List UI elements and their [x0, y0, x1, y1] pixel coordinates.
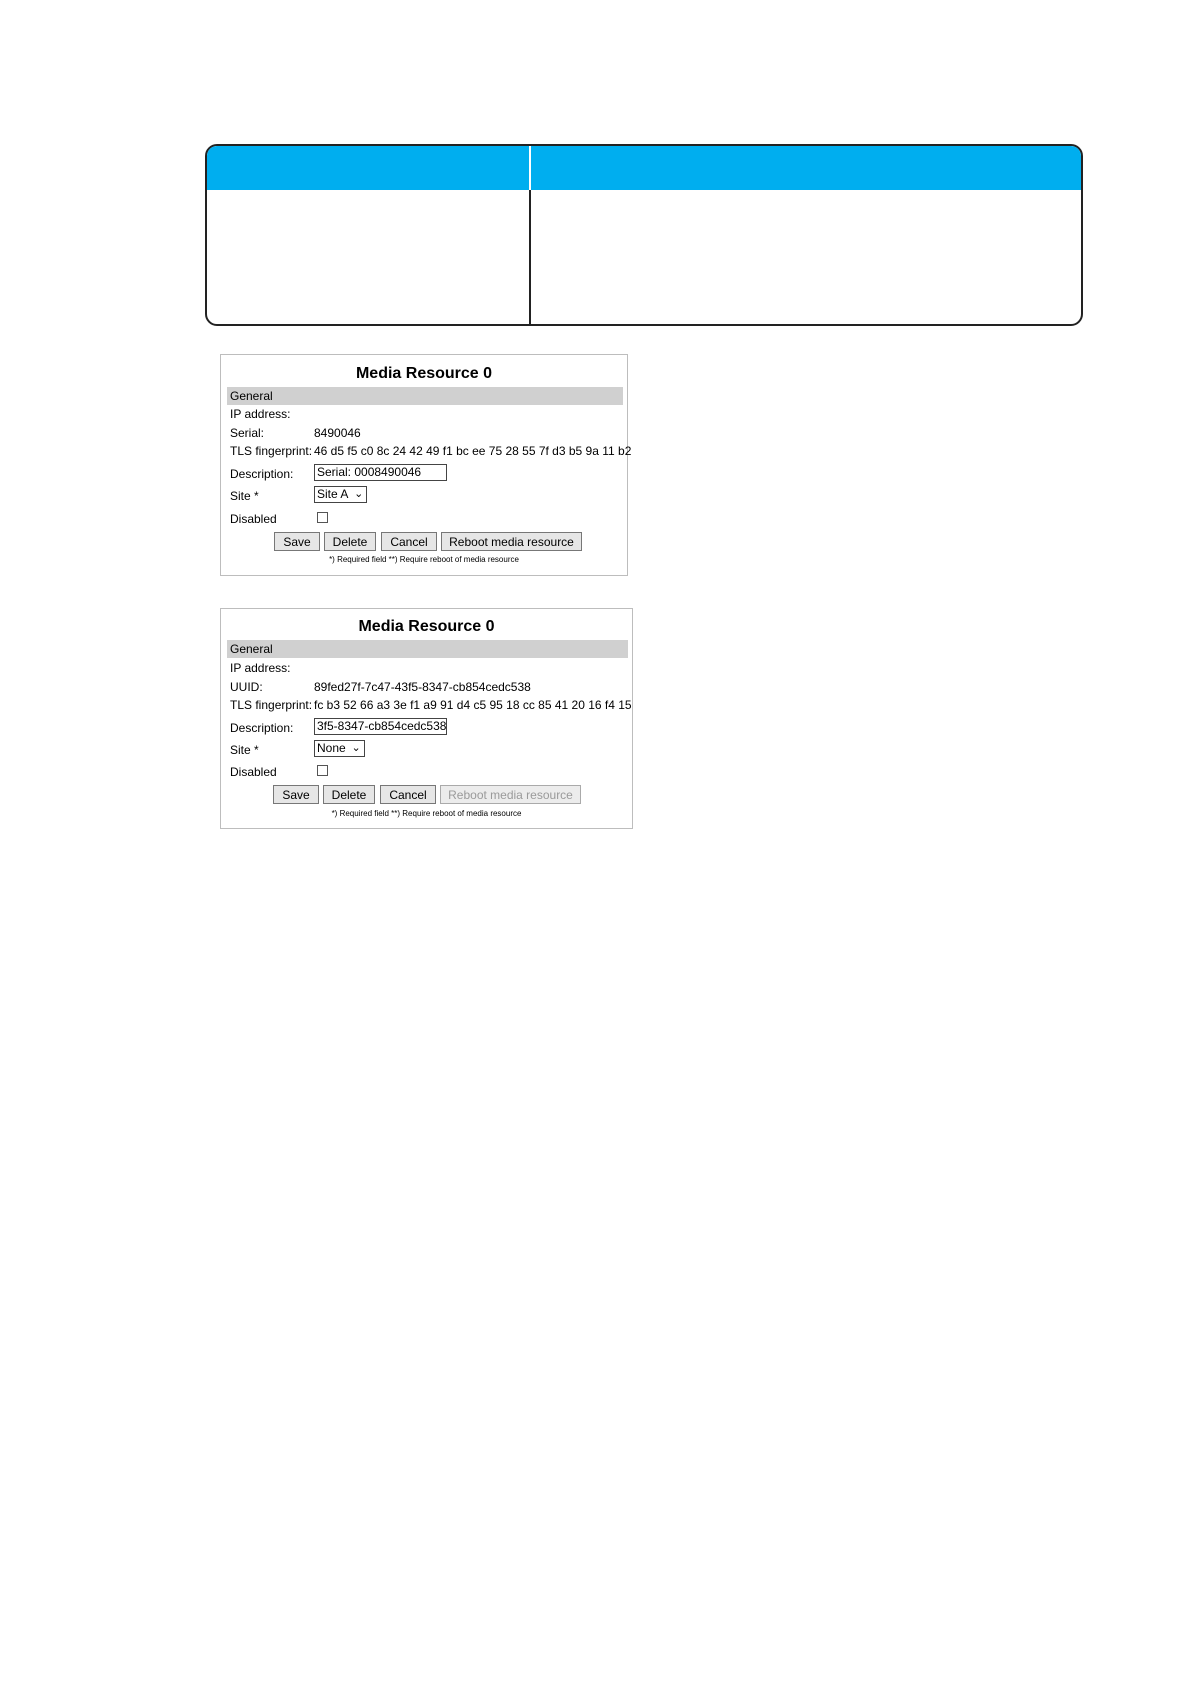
tls-fingerprint-label: TLS fingerprint: [230, 444, 313, 458]
disabled-checkbox[interactable] [317, 512, 328, 523]
chevron-down-icon: ⌄ [351, 742, 361, 754]
description-label: Description: [230, 721, 294, 735]
panel-title: Media Resource 0 [355, 365, 493, 382]
panel-title: Media Resource 0 [358, 618, 495, 635]
table-header-divider [529, 146, 531, 190]
site-select[interactable] [314, 740, 365, 757]
document-table [205, 144, 1083, 326]
delete-button[interactable]: Delete [323, 785, 375, 804]
save-button[interactable]: Save [274, 532, 320, 551]
serial-label: Serial: [230, 426, 265, 440]
description-input[interactable]: Serial: 0008490046 [314, 464, 447, 481]
tls-fingerprint-label: TLS fingerprint: [230, 698, 313, 712]
disabled-label: Disabled [230, 765, 277, 779]
site-label: Site * [230, 743, 259, 757]
site-select[interactable] [314, 486, 367, 503]
table-header [207, 146, 1081, 190]
disabled-checkbox[interactable] [317, 765, 328, 776]
reboot-media-resource-button[interactable]: Reboot media resource [441, 532, 582, 551]
tls-fingerprint-value: fc b3 52 66 a3 3e f1 a9 91 d4 c5 95 18 cc 85 41 20 16 f4 15 [314, 698, 632, 712]
required-field-note: *) Required field **) Require reboot of media resource [331, 809, 522, 818]
site-label: Site * [230, 489, 259, 503]
save-button[interactable]: Save [273, 785, 319, 804]
delete-button[interactable]: Delete [324, 532, 376, 551]
cancel-button[interactable]: Cancel [380, 785, 436, 804]
reboot-media-resource-button: Reboot media resource [440, 785, 581, 804]
chevron-down-icon: ⌄ [354, 488, 364, 500]
section-general: General [227, 640, 628, 658]
ip-address-label: IP address: [230, 661, 291, 675]
disabled-label: Disabled [230, 512, 277, 526]
media-resource-panel-serial [220, 354, 632, 576]
tls-fingerprint-value: 46 d5 f5 c0 8c 24 42 49 f1 bc ee 75 28 55 7f d3 b5 9a 11 b2 [314, 444, 632, 458]
section-general: General [227, 387, 623, 405]
serial-value: 8490046 [314, 426, 361, 440]
site-select-value: Site A [317, 487, 349, 501]
ip-address-label: IP address: [230, 407, 291, 421]
table-column-divider [529, 190, 531, 324]
cancel-button[interactable]: Cancel [381, 532, 437, 551]
required-field-note: *) Required field **) Require reboot of media resource [329, 555, 519, 564]
media-resource-panel-uuid [220, 608, 633, 829]
site-select-value: None [317, 741, 346, 755]
uuid-label: UUID: [230, 680, 263, 694]
description-input[interactable]: 3f5-8347-cb854cedc538 [314, 718, 447, 735]
description-label: Description: [230, 467, 294, 481]
uuid-value: 89fed27f-7c47-43f5-8347-cb854cedc538 [314, 680, 531, 694]
